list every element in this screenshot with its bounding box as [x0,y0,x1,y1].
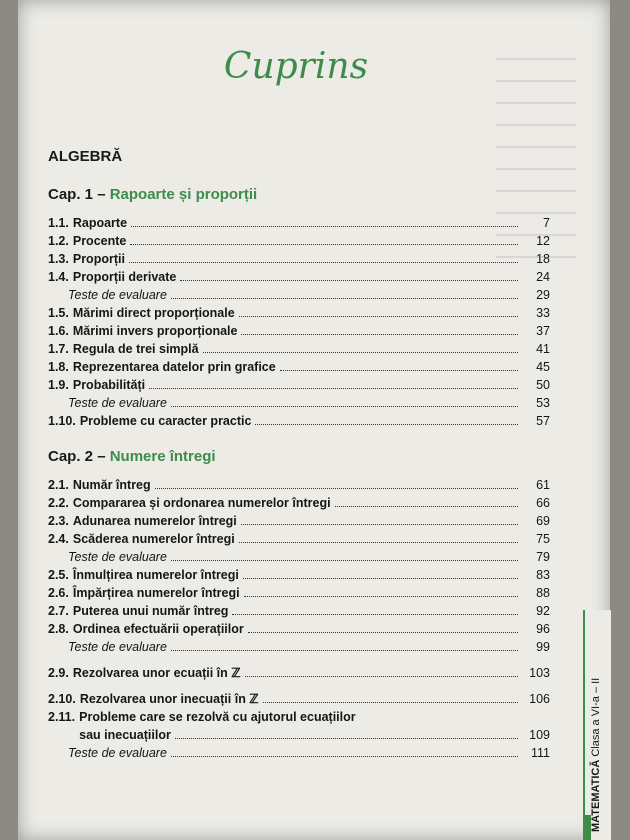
entry-text: Proporții derivate [72,270,177,284]
footer-class: Clasa a VI-a – II [590,677,602,760]
toc-entry-test [48,744,550,760]
entry-text: Compararea și ordonarea numerelor întregi [72,496,331,510]
entry-page: 24 [536,270,550,284]
entry-text: Rapoarte [72,216,128,230]
dot-leader [171,297,518,299]
entry-number: 1.6. [48,324,69,338]
entry-page: 92 [536,604,550,618]
entry-page: 69 [536,514,550,528]
entry-page: 41 [536,342,550,356]
toc-entry [48,358,550,374]
chapter-separator: – [97,448,106,465]
dot-leader [155,487,518,489]
entry-text: Număr întreg [72,478,151,492]
entry-text: Probleme care se rezolvă cu ajutorul ecuațiilor [79,710,356,724]
entry-number: 2.2. [48,496,69,510]
entry-page: 79 [536,550,550,564]
entry-page: 99 [536,640,550,654]
entry-page: 53 [536,396,550,410]
entry-page: 12 [536,234,550,248]
dot-leader [255,423,518,425]
entry-number: 2.4. [48,532,69,546]
entry-number: 2.8. [48,622,69,636]
entry-text: Ordinea efectuării operațiilor [72,622,244,636]
entry-page: 66 [536,496,550,510]
dot-leader [171,405,518,407]
entry-text: Rezolvarea unor ecuații în ℤ [72,666,241,680]
toc-entry [48,494,550,510]
chapter-label: Cap. 2 [48,448,94,465]
toc-entry [48,376,550,392]
chapter-name: Numere întregi [109,448,216,465]
toc-entry [48,232,550,248]
dot-leader [239,315,518,317]
toc-entry-line2 [48,726,550,742]
chapter-2-heading [48,448,216,465]
entry-text: Teste de evaluare [68,746,167,760]
entry-number: 1.9. [48,378,69,392]
dot-leader [239,541,518,543]
chapter-separator: – [97,186,106,203]
entry-text: sau inecuațiilor [79,728,171,742]
entry-number: 1.8. [48,360,69,374]
entry-page: 45 [536,360,550,374]
dot-leader [131,225,518,227]
entry-text: Reprezentarea datelor prin grafice [72,360,276,374]
toc-entry [48,530,550,546]
entry-page: 106 [529,692,550,706]
entry-number: 2.1. [48,478,69,492]
dot-leader [263,701,518,703]
entry-page: 61 [536,478,550,492]
entry-text: Teste de evaluare [68,550,167,564]
toc-entry-test [48,548,550,564]
entry-text: Mărimi direct proporționale [72,306,235,320]
entry-text: Împărțirea numerelor întregi [72,586,240,600]
dot-leader [243,577,518,579]
entry-page: 57 [536,414,550,428]
dot-leader [241,523,518,525]
entry-page: 7 [543,216,550,230]
toc-entry [48,584,550,600]
dot-leader [171,755,518,757]
entry-page: 37 [536,324,550,338]
footer-subject: MATEMATICĂ [590,759,602,832]
entry-page: 29 [536,288,550,302]
toc-entry [48,268,550,284]
dot-leader [149,387,518,389]
toc-entry-test [48,638,550,654]
toc-entry-test [48,286,550,302]
toc-entry [48,664,550,680]
dot-leader [171,559,518,561]
toc-entry [48,602,550,618]
entry-page: 18 [536,252,550,266]
entry-text: Teste de evaluare [68,288,167,302]
entry-number: 1.2. [48,234,69,248]
entry-text: Scăderea numerelor întregi [72,532,235,546]
toc-entry [48,512,550,528]
entry-number: 2.10. [48,692,76,706]
toc-entry [48,412,550,428]
entry-page: 109 [529,728,550,742]
dot-leader [335,505,518,507]
entry-number: 2.9. [48,666,69,680]
running-footer [590,678,602,832]
entry-text: Puterea unui număr întreg [72,604,229,618]
chapter-label: Cap. 1 [48,186,94,203]
toc-entry [48,340,550,356]
entry-text: Teste de evaluare [68,640,167,654]
entry-page: 83 [536,568,550,582]
dot-leader [203,351,518,353]
entry-number: 2.3. [48,514,69,528]
chapter-1-heading [48,186,257,203]
entry-number: 1.4. [48,270,69,284]
entry-number: 1.5. [48,306,69,320]
entry-text: Teste de evaluare [68,396,167,410]
entry-number: 1.7. [48,342,69,356]
section-heading: ALGEBRĂ [48,148,123,165]
toc-entry-test [48,394,550,410]
entry-page: 75 [536,532,550,546]
entry-text: Adunarea numerelor întregi [72,514,237,528]
chapter-name: Rapoarte și proporții [109,186,258,203]
toc-entry [48,566,550,582]
page-title: Cuprins [223,46,369,87]
entry-text: Probleme cu caracter practic [79,414,252,428]
dot-leader [280,369,518,371]
toc-entry-line1 [48,708,550,724]
entry-number: 1.10. [48,414,76,428]
toc-entry [48,476,550,492]
entry-number: 2.5. [48,568,69,582]
entry-page: 96 [536,622,550,636]
toc-entry [48,304,550,320]
entry-text: Proporții [72,252,125,266]
entry-text: Procente [72,234,127,248]
dot-leader [248,631,518,633]
dot-leader [130,243,518,245]
entry-text: Probabilități [72,378,146,392]
toc-entry [48,214,550,230]
entry-number: 1.3. [48,252,69,266]
entry-text: Rezolvarea unor inecuații în ℤ [79,692,259,706]
entry-text: Mărimi invers proporționale [72,324,238,338]
entry-page: 111 [530,746,550,760]
entry-number: 2.11. [48,710,76,724]
entry-number: 2.7. [48,604,69,618]
toc-entry [48,322,550,338]
dot-leader [171,649,518,651]
entry-page: 50 [536,378,550,392]
dot-leader [232,613,518,615]
entry-number: 2.6. [48,586,69,600]
dot-leader [180,279,518,281]
dot-leader [241,333,518,335]
entry-page: 88 [536,586,550,600]
toc-entry [48,250,550,266]
dot-leader [129,261,518,263]
entry-text: Regula de trei simplă [72,342,199,356]
dot-leader [244,595,518,597]
entry-page: 33 [536,306,550,320]
toc-entry [48,690,550,706]
entry-number: 1.1. [48,216,69,230]
entry-text: Înmulțirea numerelor întregi [72,568,239,582]
dot-leader [245,675,518,677]
dot-leader [175,737,518,739]
entry-page: 103 [529,666,550,680]
toc-entry [48,620,550,636]
